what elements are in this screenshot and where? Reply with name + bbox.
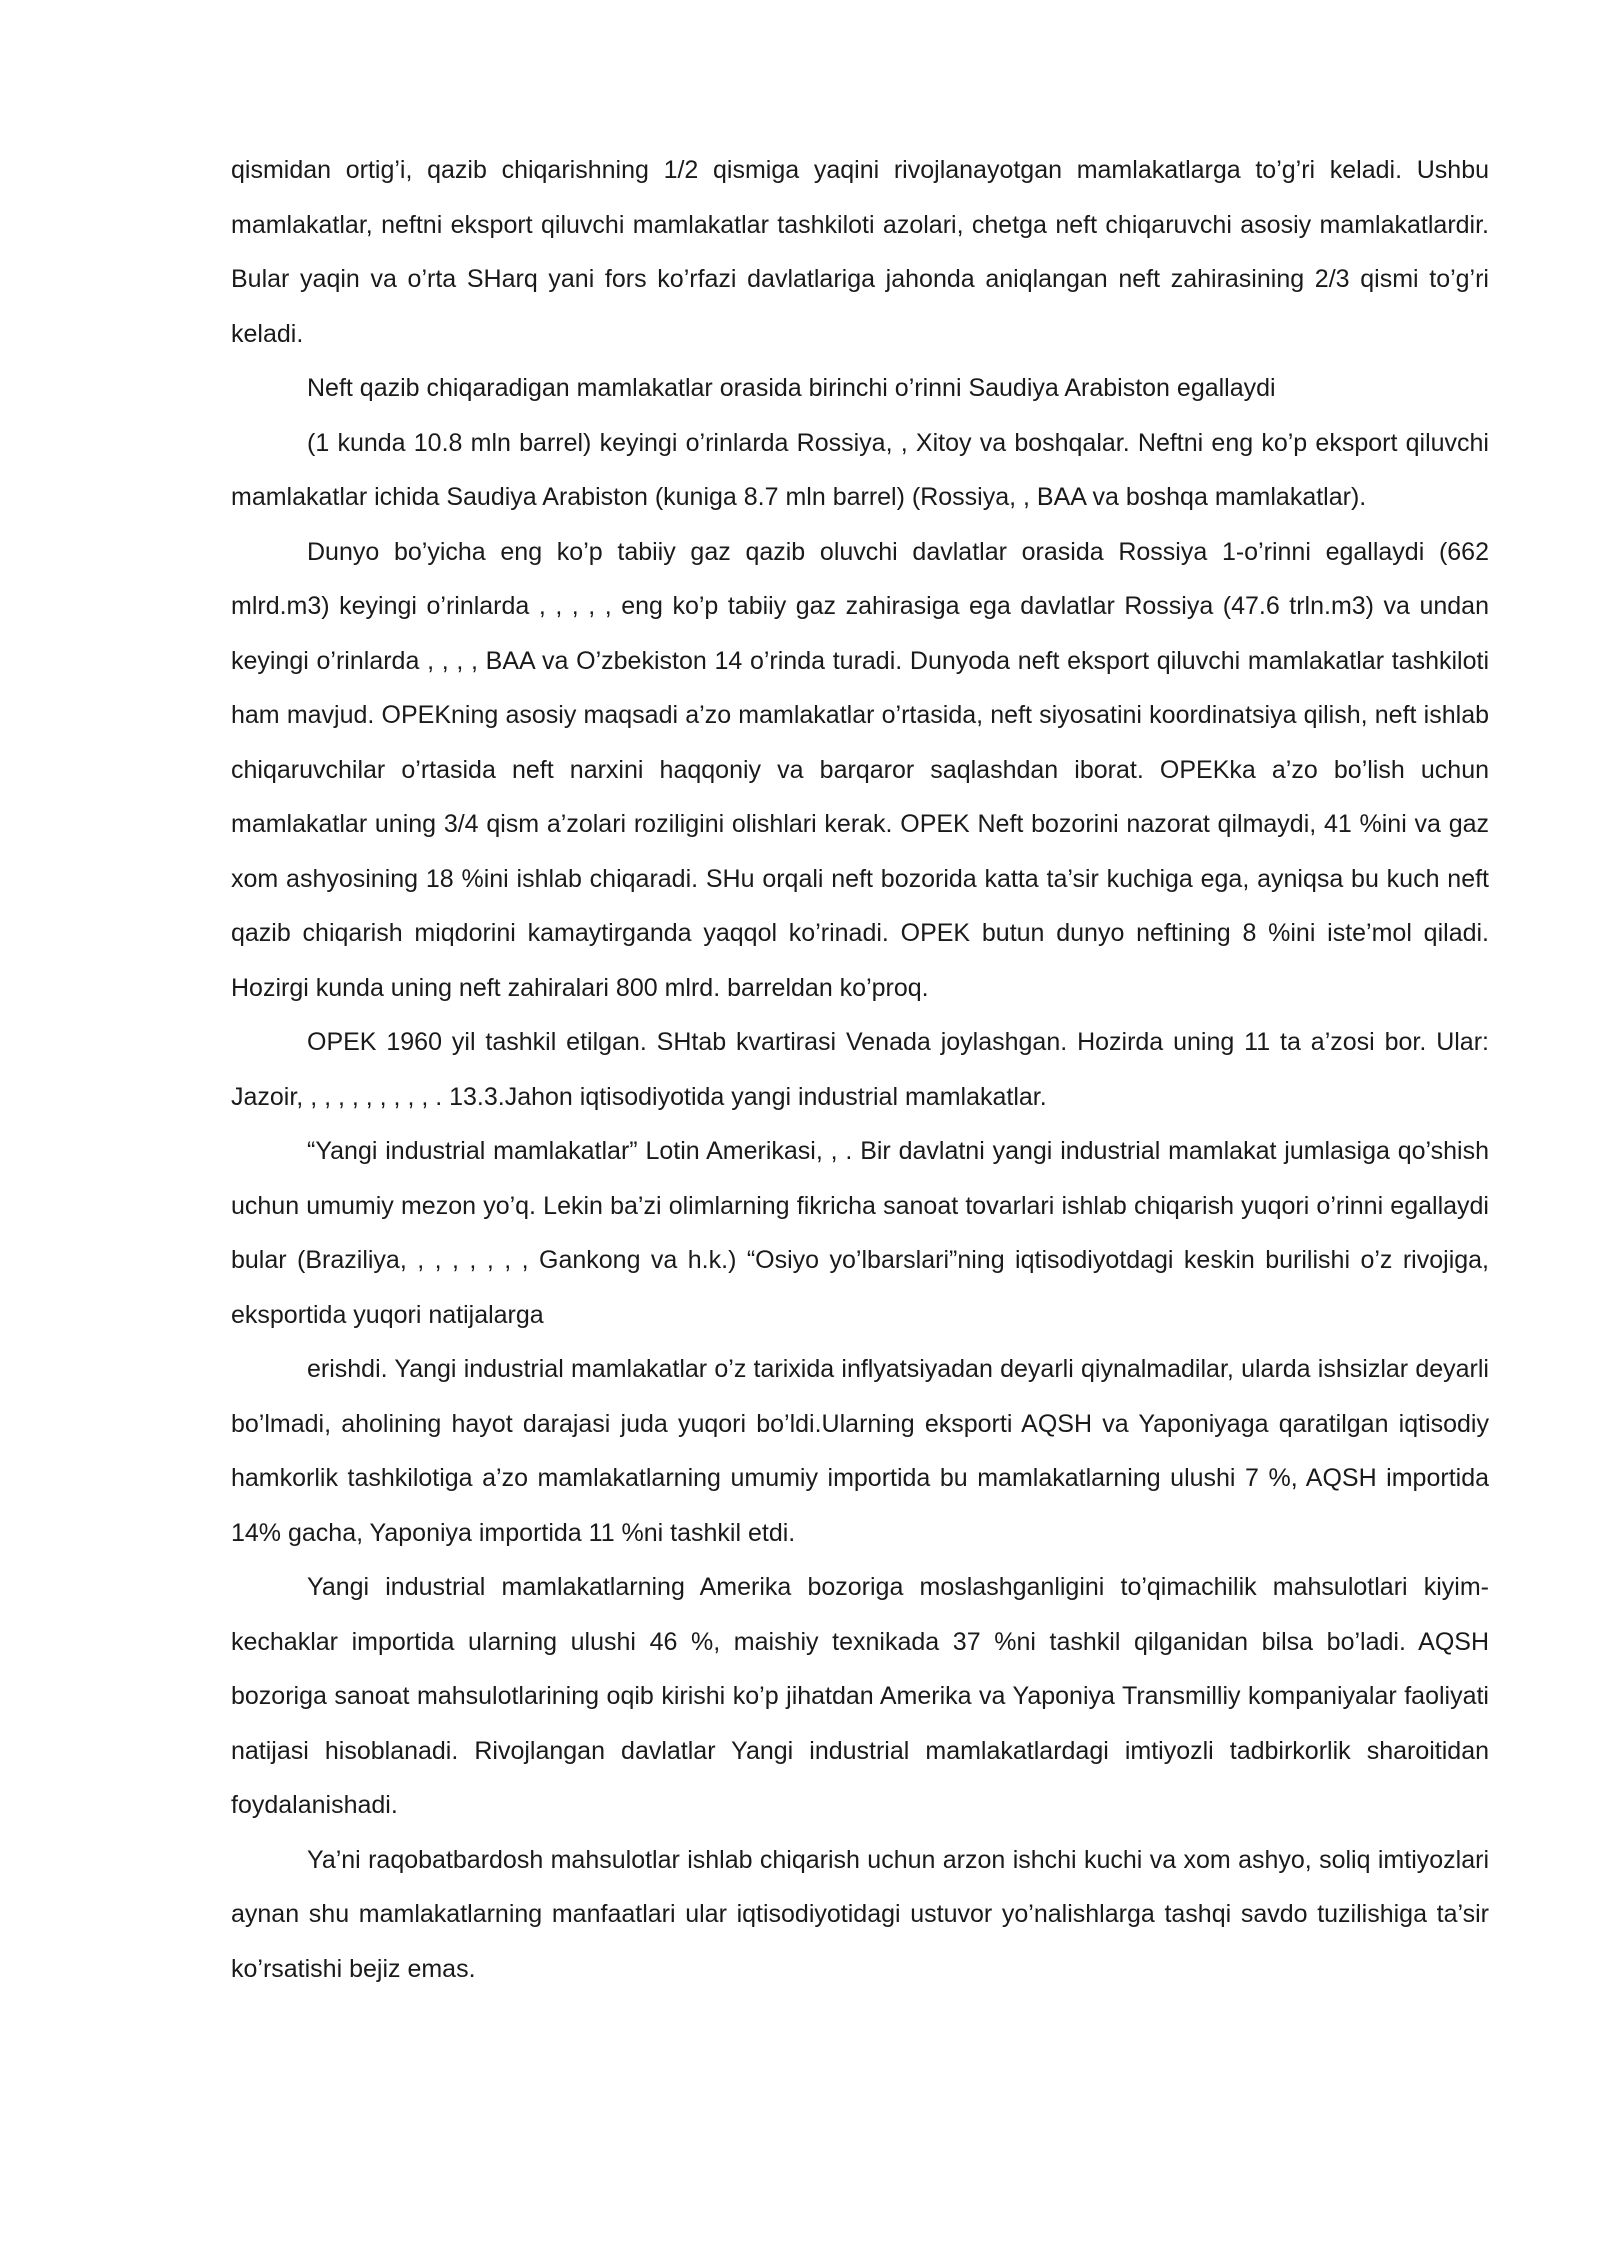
paragraph-2: Neft qazib chiqaradigan mamlakatlar orasida birinchi o’rinni Saudiya Arabiston egallaydi (307, 374, 1276, 402)
paragraph-9: Ya’ni raqobatbardosh mahsulotlar ishlab chiqarish uchun arzon ishchi kuchi va xom ashyo, soliq imtiyozlari aynan shu mamlakatlarning manfaatlari ular iqtisodiyotidagi ustuvor yo’nalishlarga tashqi savdo tuzilishiga ta’sir ko’rsatishi bejiz emas. (231, 1845, 1489, 1983)
paragraph-8: Yangi industrial mamlakatlarning Amerika bozoriga moslashganligini to’qimachilik mahsulotlari kiyim-kechaklar importida ularning ulushi 46 %, maishiy texnikada 37 %ni tashkil qilganidan bilsa bo’ladi. AQSH bozoriga sanoat mahsulotlarining oqib kirishi ko’p jihatdan Amerika va Yaponiya Transmilliy kompaniyalar faoliyati natijasi hisoblanadi. Rivojlangan davlatlar Yangi industrial mamlakatlardagi imtiyozli tadbirkorlik sharoitidan foydalanishadi. (231, 1573, 1489, 1819)
paragraph-1: qismidan ortig’i, qazib chiqarishning 1/2 qismiga yaqini rivojlanayotgan mamlakatlarga to’g’ri keladi. Ushbu mamlakatlar, neftni eksport qiluvchi mamlakatlar tashkiloti azolari, chetga neft chiqaruvchi asosiy mamlakatlardir. Bular yaqin va o’rta SHarq yani fors ko’rfazi davlatlariga jahonda aniqlangan neft zahirasining 2/3 qismi to’g’ri keladi. (231, 156, 1489, 348)
document-page (231, 143, 1489, 1996)
paragraph-6: “Yangi industrial mamlakatlar” Lotin Amerikasi, , . Bir davlatni yangi industrial mamlakat jumlasiga qo’shish uchun umumiy mezon yo’q. Lekin ba’zi olimlarning fikricha sanoat tovarlari ishlab chiqarish yuqori o’rinni egallaydi bular (Braziliya, , , , , , , , Gankong va h.k.) “Osiyo yo’lbarslari”ning iqtisodiyotdagi keskin burilishi o’z rivojiga, eksportida yuqori natijalarga (231, 1137, 1489, 1329)
paragraph-7: erishdi. Yangi industrial mamlakatlar o’z tarixida inflyatsiyadan deyarli qiynalmadilar, ularda ishsizlar deyarli bo’lmadi, aholining hayot darajasi juda yuqori bo’ldi.Ularning eksporti AQSH va Yaponiyaga qaratilgan iqtisodiy hamkorlik tashkilotiga a’zo mamlakatlarning umumiy importida bu mamlakatlarning ulushi 7 %, AQSH importida 14% gacha, Yaponiya importida 11 %ni tashkil etdi. (231, 1355, 1489, 1547)
paragraph-5: OPEK 1960 yil tashkil etilgan. SHtab kvartirasi Venada joylashgan. Hozirda uning 11 ta a’zosi bor. Ular: Jazoir, , , , , , , , , , . 13.3.Jahon iqtisodiyotida yangi industrial mamlakatlar. (231, 1028, 1489, 1111)
paragraph-4: Dunyo bo’yicha eng ko’p tabiiy gaz qazib oluvchi davlatlar orasida Rossiya 1-o’rinni egallaydi (662 mlrd.m3) keyingi o’rinlarda , , , , , eng ko’p tabiiy gaz zahirasiga ega davlatlar Rossiya (47.6 trln.m3) va undan keyingi o’rinlarda , , , , BAA va O’zbekiston 14 o’rinda turadi. Dunyoda neft eksport qiluvchi mamlakatlar tashkiloti ham mavjud. OPEKning asosiy maqsadi a’zo mamlakatlar o’rtasida, neft siyosatini koordinatsiya qilish, neft ishlab chiqaruvchilar o’rtasida neft narxini haqqoniy va barqaror saqlashdan iborat. OPEKka a’zo bo’lish uchun mamlakatlar uning 3/4 qism a’zolari roziligini olishlari kerak. OPEK Neft bozorini nazorat qilmaydi, 41 %ini va gaz xom ashyosining 18 %ini ishlab chiqaradi. SHu orqali neft bozorida katta ta’sir kuchiga ega, ayniqsa bu kuch neft qazib chiqarish miqdorini kamaytirganda yaqqol ko’rinadi. OPEK butun dunyo neftining 8 %ini iste’mol qiladi. Hozirgi kunda uning neft zahiralari 800 mlrd. barreldan ko’proq. (231, 537, 1489, 1002)
paragraph-3: (1 kunda 10.8 mln barrel) keyingi o’rinlarda Rossiya, , Xitoy va boshqalar. Neftni eng ko’p eksport qiluvchi mamlakatlar ichida Saudiya Arabiston (kuniga 8.7 mln barrel) (Rossiya, , BAA va boshqa mamlakatlar). (231, 428, 1489, 511)
